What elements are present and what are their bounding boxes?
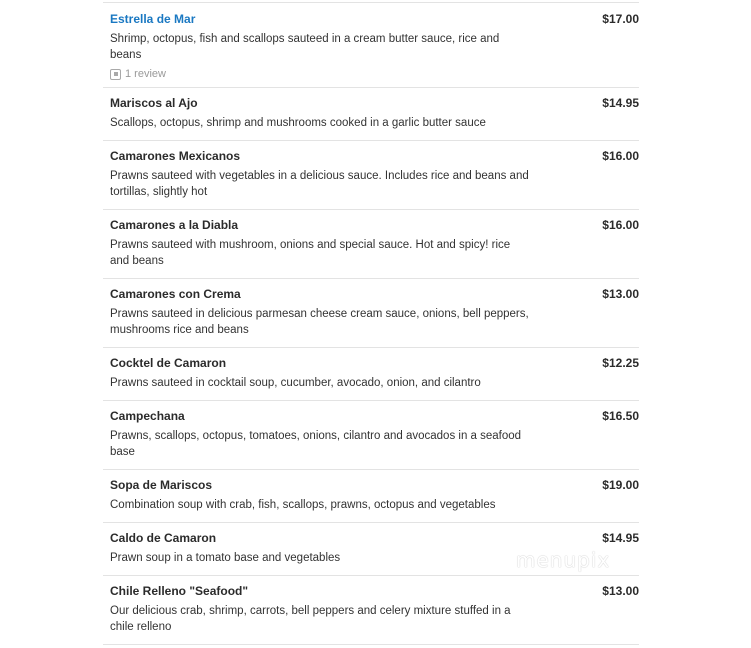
menu-item xyxy=(103,141,639,210)
menupix-watermark: menupix xyxy=(516,548,611,572)
menu-item-description: Prawns, scallops, octopus, tomatoes, onions, cilantro and avocados in a seafood base xyxy=(110,430,522,458)
menu-item-description: Prawns sauteed with vegetables in a delicious sauce. Includes rice and beans and tortillas, slightly hot xyxy=(110,170,529,198)
review-link[interactable] xyxy=(110,67,639,81)
menu-item-price: $14.95 xyxy=(602,96,639,110)
review-count: 1 review xyxy=(125,68,166,80)
menu-item-description: Our delicious crab, shrimp, carrots, bell peppers and celery mixture stuffed in a chile relleno xyxy=(110,605,511,633)
menu-item xyxy=(103,210,639,279)
menu-item-name: Campechana xyxy=(110,409,185,423)
menu-item-description: Scallops, octopus, shrimp and mushrooms cooked in a garlic butter sauce xyxy=(110,117,486,129)
menu-item-name: Cocktel de Camaron xyxy=(110,356,227,370)
menu-item-name: Sopa de Mariscos xyxy=(110,478,213,492)
menu-item-price: $17.00 xyxy=(602,12,639,26)
menu-item xyxy=(103,401,639,470)
menu-item-price: $13.00 xyxy=(602,287,639,301)
menu-item-price: $12.25 xyxy=(602,356,639,370)
menu-item-price: $14.95 xyxy=(602,531,639,545)
menu-item-description: Prawn soup in a tomato base and vegetables xyxy=(110,552,341,564)
menu-item-description: Prawns sauteed in delicious parmesan cheese cream sauce, onions, bell peppers, mushrooms rice and beans xyxy=(110,308,529,336)
menu-item xyxy=(103,4,639,88)
menu-item xyxy=(103,576,639,645)
menu-item-name: Camarones con Crema xyxy=(110,287,241,301)
menu-item-name: Camarones Mexicanos xyxy=(110,149,241,163)
menu-item-name-link[interactable]: Estrella de Mar xyxy=(110,12,196,26)
menu-item-description: Prawns sauteed with mushroom, onions and special sauce. Hot and spicy! rice and beans xyxy=(110,239,511,267)
menu-item-name: Mariscos al Ajo xyxy=(110,96,198,110)
menu-item-description: Shrimp, octopus, fish and scallops sauteed in a cream butter sauce, rice and beans xyxy=(110,33,500,61)
menu-item-price: $16.00 xyxy=(602,218,639,232)
top-divider xyxy=(103,2,639,3)
menu-item xyxy=(103,88,639,141)
review-icon xyxy=(110,69,121,80)
menu-item-description: Prawns sauteed in cocktail soup, cucumber, avocado, onion, and cilantro xyxy=(110,377,481,389)
menu-item xyxy=(103,279,639,348)
menu-item-price: $16.00 xyxy=(602,149,639,163)
menu-item-price: $19.00 xyxy=(602,478,639,492)
menu-item xyxy=(103,470,639,523)
menu-item-price: $16.50 xyxy=(602,409,639,423)
menu-item-description: Combination soup with crab, fish, scallops, prawns, octopus and vegetables xyxy=(110,499,496,511)
menu-item-price: $13.00 xyxy=(602,584,639,598)
menu-item-name: Chile Relleno "Seafood" xyxy=(110,584,249,598)
menu-item xyxy=(103,348,639,401)
menu-item-name: Caldo de Camaron xyxy=(110,531,217,545)
menu-item-name: Camarones a la Diabla xyxy=(110,218,239,232)
